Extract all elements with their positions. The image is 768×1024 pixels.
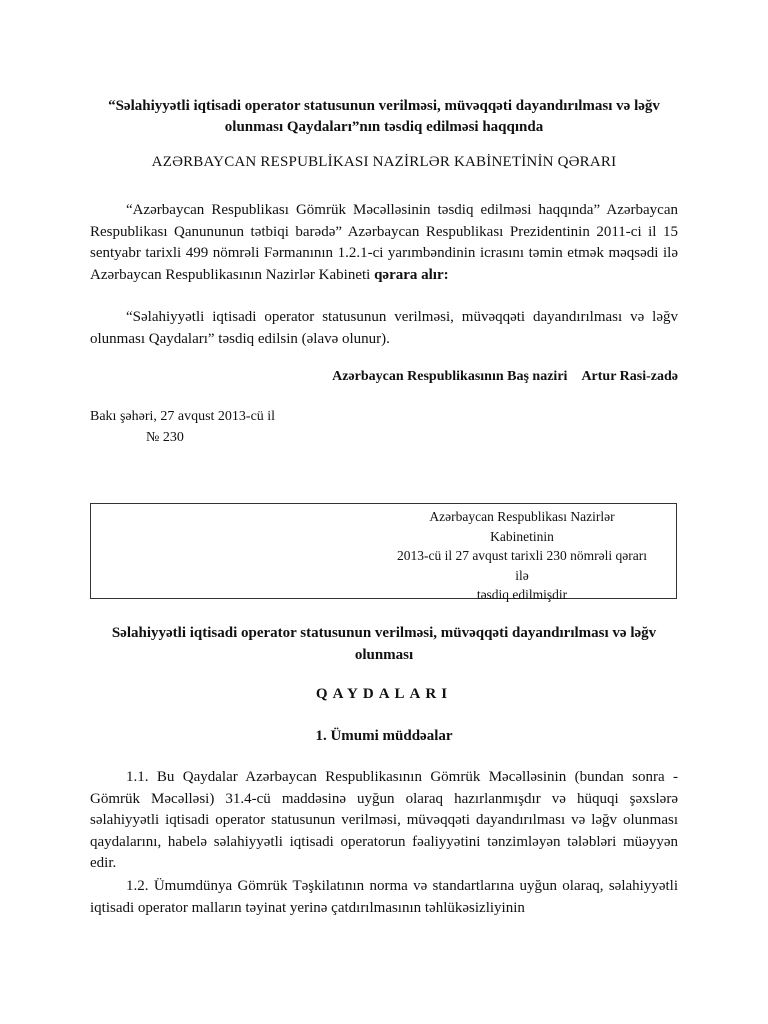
preamble-text: “Azərbaycan Respublikası Gömrük Məcəlləsinin təsdiq edilməsi haqqında” Azərbaycan Respublikası Qanununun tətbiqi barədə” Azərbaycan Respublikası Prezidentinin 2011-ci il 15 sentyabr tarixli 499 nömrəli Fərmanının 1.2.1-ci yarımbəndinin icrasını təmin etmək məqsədi ilə Azərbaycan Respublikasının Nazirlər Kabineti [90,202,678,283]
approval-line: ilə [515,567,529,583]
approval-line: təsdiq edilmişdir [476,587,568,602]
approval-text [381,507,663,605]
document-title: “Səlahiyyətli iqtisadi operator statusunun verilməsi, müvəqqəti dayandırılması və ləğv olunması Qaydaları”nın təsdiq edilməsi haqqında [108,98,660,135]
signature-name: Artur Rasi-zadə [581,369,678,384]
clause-1-2: 1.2. Ümumdünya Gömrük Təşkilatının norma və standartlarına uyğun olaraq, səlahiyyətli iqtisadi operator malların təyinat yerinə çatdırılmasının təhlükəsizliyinin [90,878,678,916]
approval-box [90,503,677,602]
rules-title: Səlahiyyətli iqtisadi operator statusunun verilməsi, müvəqqəti dayandırılması və ləğv olunması [111,625,657,663]
resolution-paragraph: “Səlahiyyətli iqtisadi operator statusunun verilməsi, müvəqqəti dayandırılması və ləğv olunması Qaydaları” təsdiq edilsin (əlavə olunur). [90,309,678,347]
preamble-bold-ending: qərara alır: [374,266,449,283]
approval-line: Kabinetinin [490,528,554,544]
document-heading: AZƏRBAYCAN RESPUBLİKASI NAZİRLƏR KABİNETİNİN QƏRARI [151,154,617,170]
clause-1-1: 1.1. Bu Qaydalar Azərbaycan Respublikasının Gömrük Məcəlləsinin (bundan sonra - Gömrük Məcəlləsi) 31.4-cü maddəsinə uyğun olaraq hazırlanmışdır və hüquqi şəxslərə səlahiyyətli iqtisadi operator statusunun verilməsi, müvəqqəti dayandırılması və ləğv olunması qaydalarını, habelə səlahiyyətli iqtisadi operatorun fəaliyyətini tənzimləyən tələbləri müəyyən edir. [90,769,678,871]
approval-line: Azərbaycan Respublikası Nazirlər [429,509,615,524]
signature-position: Azərbaycan Respublikasının Baş naziri [332,369,568,384]
place-date-block [90,406,678,448]
section-heading: 1. Ümumi müddəalar [315,728,453,744]
decision-number: № 230 [146,430,184,445]
rules-heading: QAYDALARI [315,686,453,702]
approval-line: 2013-cü il 27 avqust tarixli 230 nömrəli qərarı [396,548,648,563]
signature-line [90,369,678,385]
place-date: Bakı şəhəri, 27 avqust 2013-cü il [90,409,276,424]
preamble-paragraph [90,200,678,286]
